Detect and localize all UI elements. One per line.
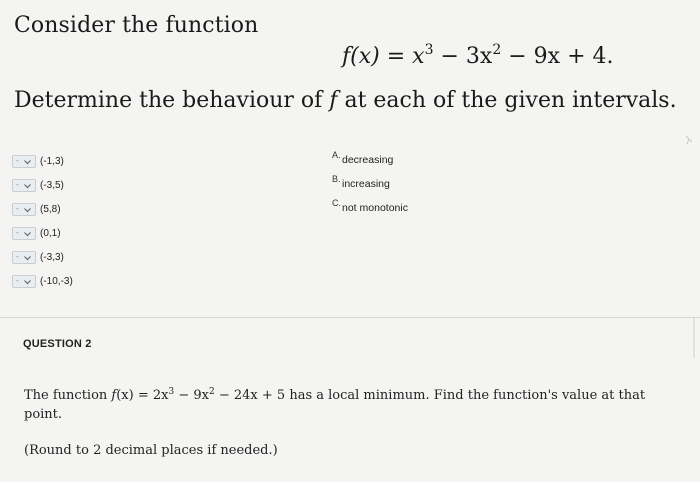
behaviour-select[interactable] (12, 179, 36, 192)
behaviour-options (332, 150, 408, 222)
match-row (12, 221, 132, 245)
function-exp-2: 2 (492, 42, 502, 58)
question1-task (14, 88, 677, 113)
option-a (332, 150, 408, 174)
function-term-3: − 9x + 4. (501, 44, 614, 69)
chevron-down-icon (23, 278, 32, 286)
task-var: f (329, 88, 338, 113)
option-letter: B. (332, 174, 341, 184)
q2-func-name: f (111, 388, 117, 403)
chevron-down-icon (23, 206, 32, 214)
q2-text-prefix: The function (24, 388, 112, 403)
scroll-edge (693, 318, 695, 358)
interval-label: (-10,-3) (40, 275, 73, 287)
chevron-down-icon (23, 230, 32, 238)
match-row (12, 245, 132, 269)
cursor-icon (684, 132, 694, 144)
behaviour-select[interactable] (12, 227, 36, 240)
select-value: - (16, 252, 19, 261)
question2-note: (Round to 2 decimal places if needed.) (24, 443, 278, 458)
q2-term-2: − 9x (174, 388, 209, 403)
option-b (332, 174, 408, 198)
match-row (12, 197, 132, 221)
behaviour-select[interactable] (12, 275, 36, 288)
match-row (12, 269, 132, 293)
question1-function (342, 44, 613, 69)
function-lhs: f(x) = (342, 44, 406, 69)
question1-intro: Consider the function (14, 13, 259, 38)
question2-heading: QUESTION 2 (23, 338, 92, 350)
interval-label: (-3,5) (40, 179, 64, 191)
interval-label: (-1,3) (40, 155, 64, 167)
interval-label: (0,1) (40, 227, 61, 239)
q2-exp-1: 3 (168, 387, 175, 397)
option-letter: C. (332, 198, 341, 208)
match-row (12, 149, 132, 173)
task-prefix: Determine the behaviour of (14, 88, 330, 113)
option-text: increasing (342, 178, 390, 190)
q2-func-arg: (x) = 2x (116, 388, 169, 403)
interval-match-list (12, 149, 132, 293)
chevron-down-icon (23, 158, 32, 166)
option-letter: A. (332, 150, 341, 160)
question-divider (0, 317, 700, 318)
option-c (332, 198, 408, 222)
function-term-1: x (412, 44, 425, 69)
option-text: decreasing (342, 154, 394, 166)
function-exp-1: 3 (424, 42, 434, 58)
interval-label: (-3,3) (40, 251, 64, 263)
select-value: - (16, 156, 19, 165)
match-row (12, 173, 132, 197)
q2-exp-2: 2 (208, 387, 215, 397)
interval-label: (5,8) (40, 203, 61, 215)
select-value: - (16, 180, 19, 189)
task-suffix: at each of the given intervals. (337, 88, 677, 113)
question2-text (24, 386, 654, 424)
q2-term-3: − 24x + 5 (214, 388, 286, 403)
q2-text-suffix: has a local minimum. Find the function's value at that point. (24, 388, 646, 422)
option-text: not monotonic (342, 202, 408, 214)
chevron-down-icon (23, 182, 32, 190)
behaviour-select[interactable] (12, 251, 36, 264)
behaviour-select[interactable] (12, 203, 36, 216)
select-value: - (16, 228, 19, 237)
function-term-2: − 3x (433, 44, 493, 69)
select-value: - (16, 204, 19, 213)
chevron-down-icon (23, 254, 32, 262)
behaviour-select[interactable] (12, 155, 36, 168)
select-value: - (16, 276, 19, 285)
